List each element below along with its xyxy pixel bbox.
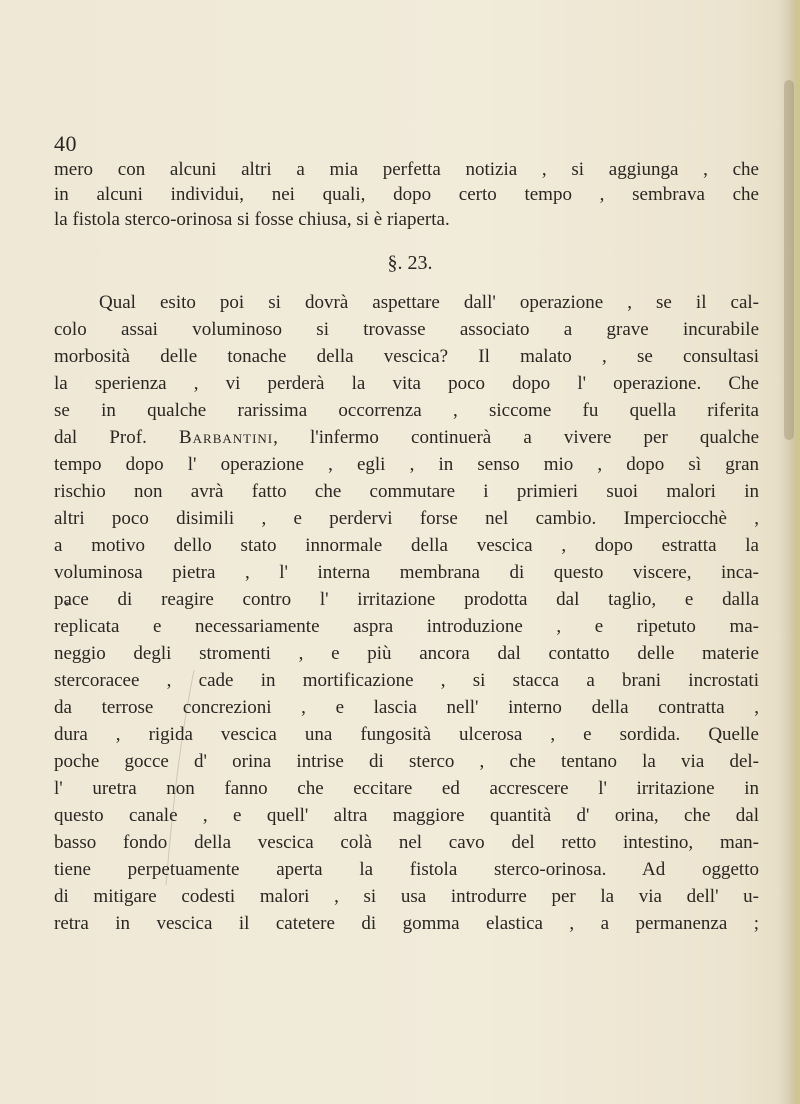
opening-text <box>54 157 759 232</box>
text-line: retra in vescica il catetere di gomma elastica , a permanenza ; <box>54 913 759 934</box>
section-heading: §. 23. <box>387 252 433 274</box>
page-number: 40 <box>54 131 77 156</box>
text-line: da terrose concrezioni , e lascia nell' interno della contratta , <box>54 697 759 718</box>
text-line: altri poco disimili , e perdervi forse nel cambio. Imperciocchè , <box>54 508 759 529</box>
author-name: Barbantini <box>178 427 274 448</box>
text-line: se in qualche rarissima occorrenza , siccome fu quella riferita <box>54 400 759 421</box>
text-line: voluminosa pietra , l' interna membrana di questo viscere, inca- <box>54 562 759 583</box>
text-line: replicata e necessariamente aspra introduzione , e ripetuto ma- <box>54 616 759 637</box>
text-line: di mitigare codesti malori , si usa introdurre per la via dell' u- <box>54 886 759 907</box>
paragraph <box>54 289 759 937</box>
text-line: pace di reagire contro l' irritazione prodotta dal taglio, e dalla <box>54 589 759 610</box>
text-line: rischio non avrà fatto che commutare i primieri suoi malori in <box>54 481 759 502</box>
text-line: l' uretra non fanno che eccitare ed accrescere l' irritazione in <box>54 778 759 799</box>
text-line: poche gocce d' orina intrise di sterco , che tentano la via del- <box>54 751 759 772</box>
text-line: morbosità delle tonache della vescica? Il malato , se consultasi <box>54 346 759 367</box>
text-line: basso fondo della vescica colà nel cavo del retto intestino, man- <box>54 832 759 853</box>
text-line: tiene perpetuamente aperta la fistola sterco-orinosa. Ad oggetto <box>54 859 759 880</box>
text-line: dura , rigida vescica una fungosità ulcerosa , e sordida. Quelle <box>54 724 759 745</box>
text-line: colo assai voluminoso si trovasse associato a grave incurabile <box>54 319 759 340</box>
text-line: stercoracee , cade in mortificazione , si stacca a brani incrostati <box>54 670 759 691</box>
text-line: in alcuni individui, nei quali, dopo certo tempo , sembrava che <box>54 184 759 205</box>
text-line: mero con alcuni altri a mia perfetta notizia , si aggiunga , che <box>54 159 759 180</box>
text-line: neggio degli stromenti , e più ancora dal contatto delle materie <box>54 643 759 664</box>
text-line: la fistola sterco-orinosa si fosse chiusa, si è riaperta. <box>54 209 450 230</box>
text-line: a motivo dello stato innormale della vescica , dopo estratta la <box>54 535 759 556</box>
text-line: tempo dopo l' operazione , egli , in senso mio , dopo sì gran <box>54 454 759 475</box>
text-line: questo canale , e quell' altra maggiore quantità d' orina, che dal <box>54 805 759 826</box>
text-line: dal Prof. Barbantini, l'infermo continuerà a vivere per qualche <box>54 427 759 448</box>
text-line: Qual esito poi si dovrà aspettare dall' operazione , se il cal- <box>99 292 759 313</box>
text-line: la sperienza , vi perderà la vita poco dopo l' operazione. Che <box>54 373 759 394</box>
